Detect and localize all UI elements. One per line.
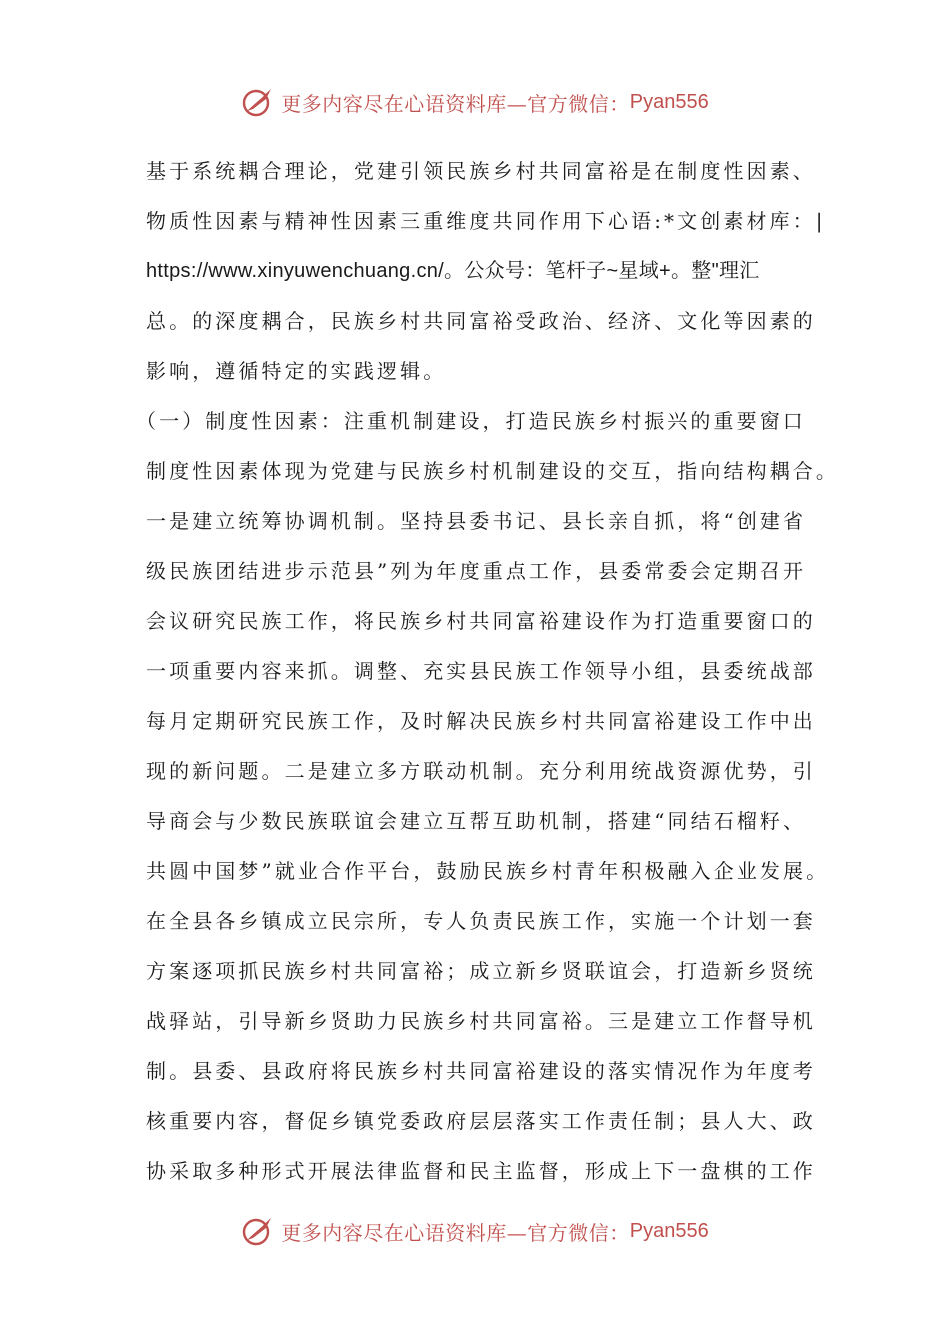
- header-banner: [0, 80, 950, 124]
- body-line: 协采取多种形式开展法律监督和民主监督，形成上下一盘棋的工作: [146, 1159, 816, 1183]
- body-line-url: https://www.xinyuwenchuang.cn/。公众号：笔杆子~星域+。整"理汇: [146, 260, 760, 282]
- quill-logo-icon: [241, 85, 275, 119]
- quill-logo-icon: [241, 1214, 275, 1248]
- footer-banner-wechat: Pyan556: [629, 1219, 709, 1242]
- document-body: [136, 146, 839, 1196]
- body-line: 共圆中国梦”就业合作平台，鼓励民族乡村青年积极融入企业发展。: [146, 859, 830, 883]
- body-line: 导商会与少数民族联谊会建立互帮互助机制，搭建“同结石榴籽、: [146, 809, 807, 833]
- body-line: 现的新问题。二是建立多方联动机制。充分利用统战资源优势，引: [146, 759, 816, 783]
- body-line: 一是建立统筹协调机制。坚持县委书记、县长亲自抓，将“创建省: [146, 509, 807, 533]
- header-banner-wechat: Pyan556: [629, 90, 709, 113]
- header-banner-text: 更多内容尽在心语资料库—官方微信：: [281, 91, 630, 116]
- body-line: 制。县委、县政府将民族乡村共同富裕建设的落实情况作为年度考: [146, 1059, 816, 1083]
- body-line: 一项重要内容来抓。调整、充实县民族工作领导小组，县委统战部: [146, 659, 816, 683]
- section-heading: （一）制度性因素：注重机制建设，打造民族乡村振兴的重要窗口: [136, 409, 806, 433]
- body-line: 影响，遵循特定的实践逻辑。: [146, 359, 447, 383]
- footer-banner: [0, 1209, 950, 1253]
- body-line: 物质性因素与精神性因素三重维度共同作用下心语:*文创素材库：|: [146, 209, 826, 233]
- body-line: 基于系统耦合理论，党建引领民族乡村共同富裕是在制度性因素、: [146, 159, 816, 183]
- footer-banner-text: 更多内容尽在心语资料库—官方微信：: [281, 1220, 630, 1245]
- body-line: 在全县各乡镇成立民宗所，专人负责民族工作，实施一个计划一套: [146, 909, 816, 933]
- body-line: 战驿站，引导新乡贤助力民族乡村共同富裕。三是建立工作督导机: [146, 1009, 816, 1033]
- body-line: 方案逐项抓民族乡村共同富裕；成立新乡贤联谊会，打造新乡贤统: [146, 959, 816, 983]
- body-line: 制度性因素体现为党建与民族乡村机制建设的交互，指向结构耦合。: [146, 459, 839, 483]
- body-line: 每月定期研究民族工作，及时解决民族乡村共同富裕建设工作中出: [146, 709, 816, 733]
- body-line: 会议研究民族工作，将民族乡村共同富裕建设作为打造重要窗口的: [146, 609, 816, 633]
- body-line: 总。的深度耦合，民族乡村共同富裕受政治、经济、文化等因素的: [146, 309, 816, 333]
- body-line: 级民族团结进步示范县”列为年度重点工作，县委常委会定期召开: [146, 559, 807, 583]
- body-line: 核重要内容，督促乡镇党委政府层层落实工作责任制；县人大、政: [146, 1109, 816, 1133]
